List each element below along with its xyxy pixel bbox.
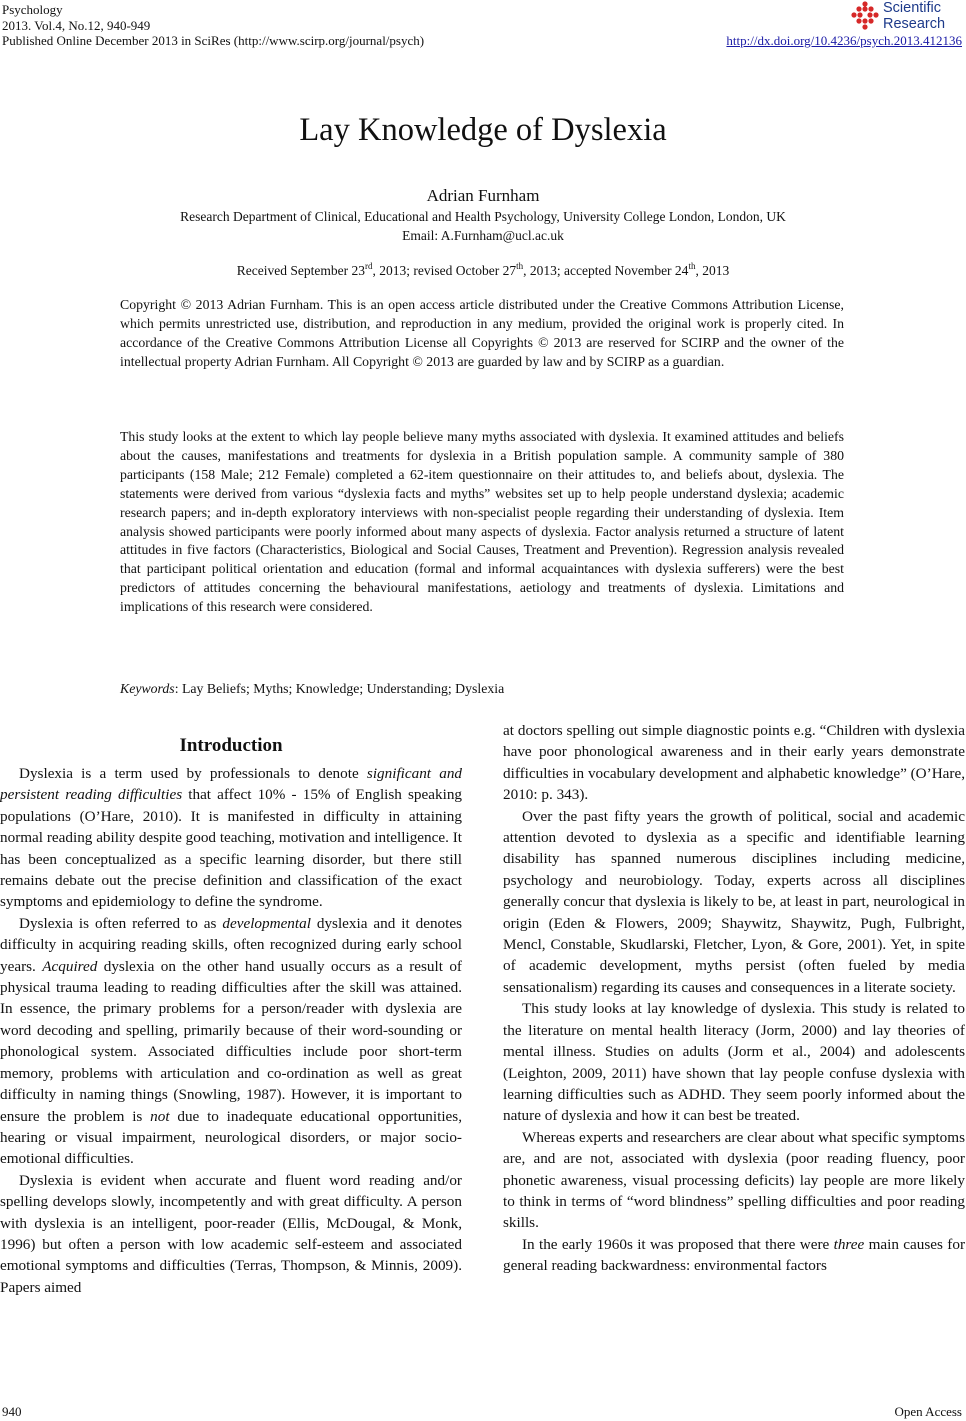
copyright-notice: Copyright © 2013 Adrian Furnham. This is an open access article distributed under the Creative Commons Attribution License, which permits unrestricted use, distribution, and reproduction in any medium, provided the original work is properly cited. In accordance of the Creative Commons Attribution License all Copyrights © 2013 are reserved for SCIRP and the owner of the intellectual property Adrian Furnham. All Copyright © 2013 are guarded by law and by SCIRP as a guardian. [120, 297, 844, 369]
author-email: Email: A.Furnham@ucl.ac.uk [402, 228, 564, 243]
keywords-list: : Lay Beliefs; Myths; Knowledge; Understanding; Dyslexia [174, 681, 505, 696]
scientific-research-dots-logo-icon [850, 1, 880, 31]
paragraph: This study looks at lay knowledge of dyslexia. This study is related to the literature on mental health literacy (Jorm, 2000) and lay theories of mental illness. Studies on adults (Jorm et al., 2004) and adolescents (Leighton, 2009, 2011) have shown that lay people confuse dyslexia with learning difficulties such as ADHD. They seem poorly informed about the nature of dyslexia and how it can best be treated. [503, 1000, 965, 1125]
keywords-label: Keywords [120, 681, 175, 696]
author-name: Adrian Furnham [426, 186, 540, 205]
received-date: Received September 23 [236, 263, 365, 278]
paragraph [0, 763, 462, 913]
paragraph [0, 913, 462, 1170]
revised-date: , 2013; revised October 27 [372, 263, 517, 278]
journal-volume: 2013. Vol.4, No.12, 940-949 [2, 17, 151, 33]
doi-link[interactable]: http://dx.doi.org/10.4236/psych.2013.412136 [726, 33, 962, 48]
text-run: Dyslexia is a term used by professionals to denote [19, 765, 367, 782]
revised-suffix: th [516, 261, 524, 271]
dates-end: , 2013 [695, 263, 730, 278]
abstract: This study looks at the extent to which lay people believe many myths associated with dyslexia. It examined attitudes and beliefs about the causes, manifestations and treatments for dyslexia in a British population sample. A community sample of 380 participants (158 Male; 212 Female) completed a 62-item questionnaire on their attitudes to, and beliefs about, dyslexia. The statements were derived from various “dyslexia facts and myths” websites set up to help people understand dyslexia; academic research papers; and in-depth exploratory interviews with non-specialist people regarding their understanding of dyslexia. Item analysis showed participants were poorly informed about many aspects of dyslexia. Factor analysis returned a structure of latent attitudes in five factors (Characteristics, Biological and Social Causes, Treatment and Prevention). Regression analysis revealed that participant political orientation and education (formal and informal acquaintances with dyslexia sufferers) were the best predictors of attitudes concerning the behavioural manifestations, aetiology and treatments of dyslexia. Limitations and implications of this research were considered. [120, 429, 844, 615]
section-heading-introduction: Introduction [179, 735, 283, 756]
journal-header [2, 2, 424, 49]
paragraph: at doctors spelling out simple diagnostic points e.g. “Children with dyslexia have poor phonological awareness and in their early years demonstrate difficulties in vocabulary development and alphabetic knowledge” (O’Hare, 2010: p. 343). [503, 722, 965, 804]
logo-line-2: Research [883, 16, 946, 32]
keywords [120, 680, 844, 699]
emphasis: Acquired [42, 957, 98, 975]
paragraph: Whereas experts and researchers are clear about what specific symptoms are, and are not, associated with dyslexia (poor reading fluency, poor phonetic awareness, visual processing deficits) lay people are more likely to think in terms of “word blindness” spelling difficulties and poor reading skills. [503, 1128, 965, 1232]
emphasis: not [150, 1107, 170, 1125]
logo-line-1: Scientific [883, 0, 942, 16]
open-access-label: Open Access [894, 1404, 962, 1419]
text-run: due to inadequate educational opportunities, hearing or visual impairment, neurological disorders, or major socio-emotional difficulties. [0, 1107, 462, 1168]
submission-dates [0, 262, 966, 279]
text-run: In the early 1960s it was proposed that there were [522, 1235, 834, 1253]
emphasis: three [833, 1235, 865, 1253]
received-suffix: rd [365, 261, 373, 271]
body-column-left [0, 720, 462, 1298]
accepted-date: , 2013; accepted November 24 [523, 263, 689, 278]
text-run: that affect 10% - 15% of English speaking populations (O’Hare, 2010). It is manifested in difficulty in attaining normal reading ability despite good teaching, motivation and intelligence. It has been conceptualized as a specific learning disorder, but there still remains debate out the precise definition and classification of the exact symptoms and epidemiology to define the syndrome. [0, 786, 463, 911]
emphasis: significant and persistent reading difficulties [0, 765, 463, 804]
paragraph: Dyslexia is evident when accurate and fluent word reading and/or spelling develops slowly, incompetently and with great difficulty. A person with dyslexia is an intelligent, poor-reader (Ellis, McDougal, & Monk, 1996) but often a person with low academic self-esteem and associated emotional symptoms and difficulties (Terras, Thompson, & Minnis, 2009). Papers aimed [0, 1171, 462, 1296]
body-column-right [503, 720, 965, 1277]
page-number: 940 [2, 1404, 22, 1419]
published-online-note: Published Online December 2013 in SciRes (http://www.scirp.org/journal/psych) [2, 33, 425, 48]
author-affiliation: Research Department of Clinical, Educational and Health Psychology, University College London, London, UK [180, 209, 786, 224]
text-run: dyslexia and it denotes difficulty in acquiring reading skills, often recognized during early school years. [0, 914, 462, 975]
emphasis: developmental [222, 914, 311, 932]
logo-text [883, 0, 945, 32]
text-run: dyslexia on the other hand usually occurs as a result of physical trauma leading to reading difficulties after the skill was attained. In essence, the primary problems for a person/reader with dyslexia are word decoding and spelling, primarily because of their word-sounding or phonological system. Associated difficulties include poor short-term memory, problems with articulation and co-ordination as well as great difficulty in naming things (Snowling, 1987). However, it is important to ensure the problem is [0, 957, 462, 1125]
publisher-logo[interactable] [850, 0, 962, 34]
text-run: main causes for general reading backwardness: environmental factors [503, 1235, 965, 1275]
journal-name: Psychology [2, 2, 63, 17]
paragraph [503, 1234, 965, 1277]
accepted-suffix: th [688, 261, 696, 271]
paper-title: Lay Knowledge of Dyslexia [299, 112, 667, 148]
paragraph: Over the past fifty years the growth of political, social and academic attention devoted to dyslexia as a specific and identifiable learning disability has spanned numerous disciplines including medicine, psychology and neurobiology. Today, experts across all disciplines generally concur that dyslexia is likely to be, at least in part, neurological in origin (Eden & Flowers, 2009; Shaywitz, Shaywitz, Pugh, Fulbright, Mencl, Constable, Skudlarski, Fletcher, Lyon, & Gore, 2001). Yet, in spite of academic development, myths persist (often fueled by media sensationalism) regarding its causes and consequences in a literate society. [503, 807, 965, 996]
text-run: Dyslexia is often referred to as [19, 914, 223, 932]
